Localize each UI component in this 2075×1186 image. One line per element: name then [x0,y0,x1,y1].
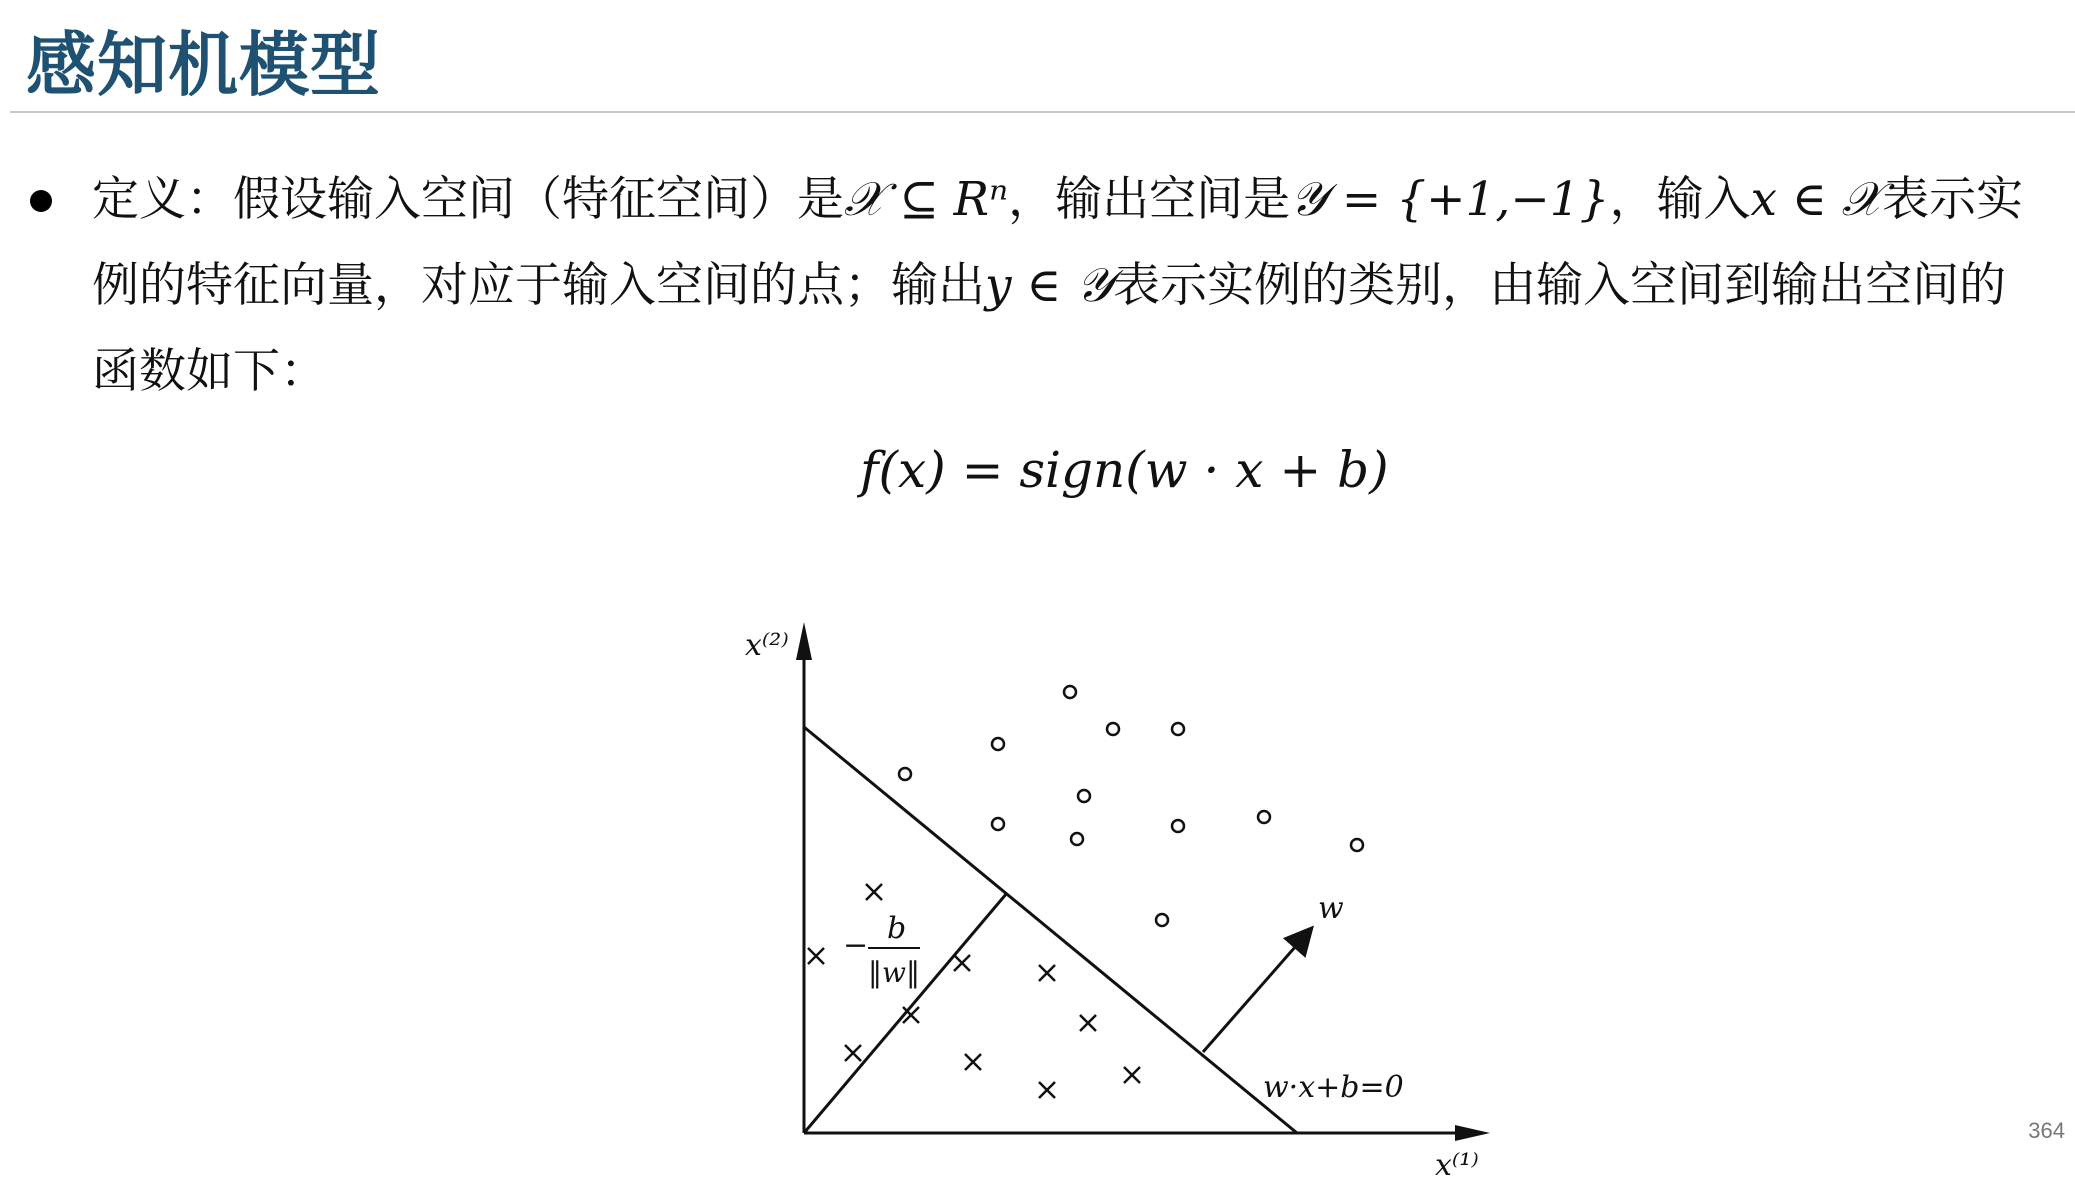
def-text-2: ，输出空间是 [1008,172,1291,227]
positive-point [992,818,1004,830]
def-text-4: 表示实 [1882,172,2024,227]
def-math-x-in-X: x ∈ 𝒳 [1750,172,1883,227]
positive-point [992,738,1004,750]
x-axis-label: x⁽¹⁾ [1435,1148,1479,1183]
positive-point [1172,723,1184,735]
positive-point [1351,839,1363,851]
positive-point [1172,820,1184,832]
positive-point [899,768,911,780]
distance-minus-sign: − [843,928,869,963]
normal-vector-w [1203,930,1310,1052]
y-axis-label: x⁽²⁾ [745,628,789,663]
negative-point [1039,1082,1055,1098]
w-vector-label: w [1318,891,1344,926]
positive-point [1064,686,1076,698]
x-axis-arrow-icon [1455,1125,1490,1141]
negative-point [866,884,882,900]
def-text-6: 表示实例的类别，由输入空间到输出空间的 [1113,258,2007,313]
negative-point [965,1054,981,1070]
def-math-input-space: 𝒳 ⊆ Rⁿ [844,172,1009,227]
positive-point [1156,914,1168,926]
def-math-output-space: 𝒴 = {+1,−1} [1290,172,1610,227]
perceptron-formula: f(x) = sign(w · x + b) [860,441,1389,499]
def-text-1: 定义：假设输入空间（特征空间）是 [92,172,844,227]
y-axis-arrow-icon [796,622,812,660]
distance-numerator: b [887,911,907,946]
separating-hyperplane [804,727,1297,1133]
negative-point [808,948,824,964]
definition-line-3: 函数如下： [92,344,327,399]
hyperplane-label: w·x+b=0 [1263,1070,1404,1105]
positive-points [899,686,1363,926]
page-number: 364 [2028,1118,2065,1143]
def-math-y-in-Y: y ∈ 𝒴 [985,258,1114,313]
slide-title: 感知机模型 [26,24,381,106]
positive-point [1078,790,1090,802]
negative-point [1080,1015,1096,1031]
negative-points [808,884,1140,1098]
negative-point [845,1045,861,1061]
negative-point [1124,1067,1140,1083]
def-text-3: ，输入 [1609,172,1751,227]
positive-point [1107,723,1119,735]
def-text-5: 例的特征向量，对应于输入空间的点；输出 [92,258,985,313]
negative-point [1039,965,1055,981]
positive-point [1258,811,1270,823]
distance-denominator: ‖w‖ [868,956,920,989]
negative-point [954,955,970,971]
positive-point [1071,833,1083,845]
